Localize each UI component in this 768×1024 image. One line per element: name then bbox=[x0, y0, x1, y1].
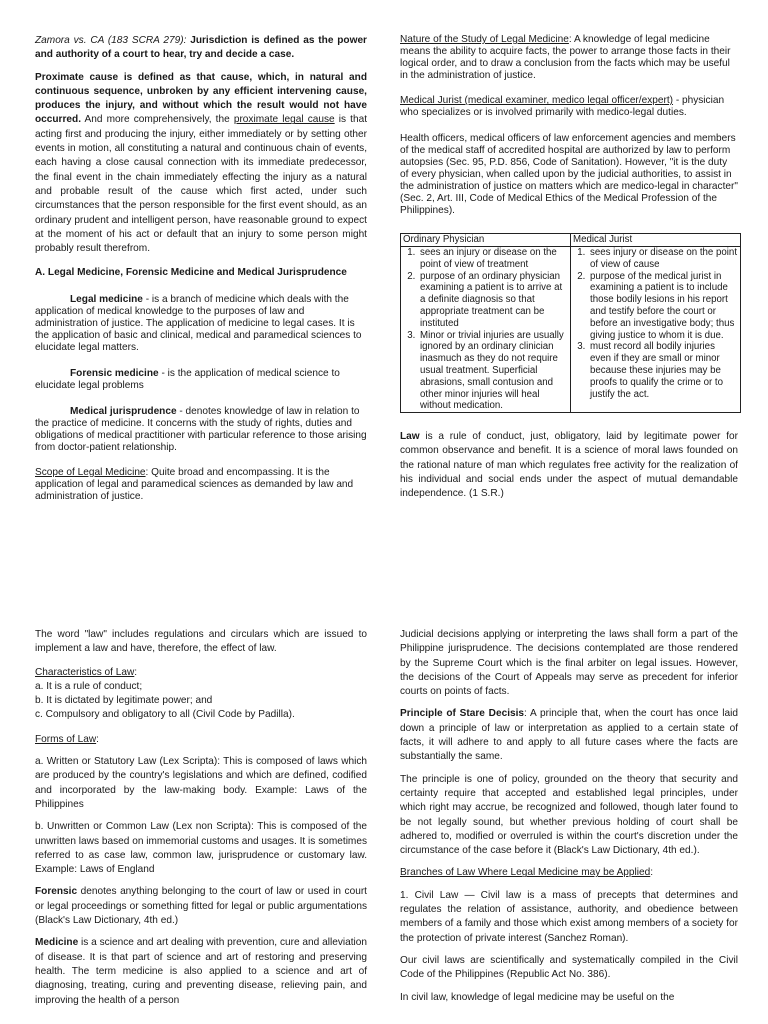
nature-paragraph bbox=[400, 34, 738, 82]
stare-decisis-paragraph bbox=[400, 707, 738, 764]
case-citation: Zamora vs. CA (183 SCRA 279): bbox=[35, 35, 187, 46]
lower-page bbox=[0, 622, 768, 1024]
header-ordinary-physician: Ordinary Physician bbox=[401, 234, 571, 247]
civil-knowledge-paragraph: In civil law, knowledge of legal medicine may be useful on the bbox=[400, 991, 675, 1003]
lower-left-column bbox=[35, 628, 367, 1008]
scope-definition: : Quite broad and encompassing. It is the application of legal and paramedical sciences as demanded by law and administration of justice. bbox=[35, 466, 354, 502]
nature-term: Nature of the Study of Legal Medicine bbox=[400, 34, 569, 45]
branches-heading bbox=[400, 866, 738, 880]
characteristics-heading-text: Characteristics of Law bbox=[35, 666, 135, 678]
stare-decisis-term: Principle of Stare Decisis bbox=[400, 708, 525, 720]
forensic-definition: denotes anything belonging to the court of law or used in court or legal proceedings or something fitted for legal or public argumentations (Black's Law Dictionary, 4th ed.) bbox=[35, 886, 367, 927]
lower-right-column bbox=[400, 628, 738, 1005]
characteristic-c: c. Compulsory and obligatory to all (Civil Code by Padilla). bbox=[35, 709, 295, 721]
proximate-cause-definition: Proximate cause is defined as that cause, which, in natural and continuous sequence, unbroken by any efficient intervening cause, produces the injury, and without which the result would not have occurred. bbox=[35, 71, 367, 126]
civil-law-paragraph: 1. Civil Law — Civil law is a mass of precepts that determines and regulates the relation of assistance, authority, and obedience between members of a family and those which exist among members of a society for the protection of private interest (Sanchez Roman). bbox=[400, 889, 738, 944]
medical-jurist-term: Medical Jurist (medical examiner, medico legal officer/expert) bbox=[400, 95, 674, 107]
scope-paragraph bbox=[35, 467, 367, 503]
forensic-term: Forensic bbox=[35, 886, 78, 898]
list-item: 3. Minor or trivial injuries are usually ignored by an ordinary clinician inasmuch as they do not require usual treatment. Superficial abrasions, small contusion and other minor injuries will heal without medication. bbox=[418, 330, 568, 413]
nature-definition: : A knowledge of legal medicine means the ability to acquire facts, the power to arrange those facts in their logical order, and to draw a conclusion from the facts which may be useful in the administration of justice. bbox=[400, 34, 731, 82]
proximate-legal-cause-term: proximate legal cause bbox=[233, 114, 335, 126]
judicial-decisions-paragraph: Judicial decisions applying or interpreting the laws shall form a part of the Philippine jurisprudence. The decisions contemplated are those rendered by the Supreme Court which is the final arbiter on legal issues. However, the decisions of the Court of Appeals may serve as precedent for inferior courts on points of facts. bbox=[400, 629, 738, 698]
civil-code-paragraph: Our civil laws are scientifically and systematically compiled in the Civil Code of the Philippines (Republic Act No. 386). bbox=[400, 954, 738, 981]
branches-colon: : bbox=[650, 867, 654, 879]
table-row bbox=[401, 247, 741, 413]
law-definition: is a rule of conduct, just, obligatory, laid by legitimate power for common observance and benefit. It is a science of moral laws founded on the rational nature of man which regulates free activity for the realization of his individual and social ends under the aspect of mutual demandable independence. (1 S.R.) bbox=[400, 431, 738, 500]
jurisdiction-definition: Jurisdiction is defined as the power and authority of a court to hear, try and decide a case. bbox=[35, 35, 367, 61]
medical-jurisprudence-term: Medical jurisprudence bbox=[70, 406, 177, 418]
forms-heading-text: Forms of Law bbox=[35, 733, 97, 745]
ordinary-physician-cell bbox=[401, 247, 571, 413]
characteristics-heading bbox=[35, 666, 367, 680]
list-item: 1. sees injury or disease on the point of view of cause bbox=[588, 247, 738, 271]
scope-term: Scope of Legal Medicine bbox=[35, 466, 146, 478]
legal-medicine-term: Legal medicine bbox=[70, 293, 143, 305]
written-law-paragraph: a. Written or Statutory Law (Lex Scripta): This is composed of laws which are produced by the country's legislations and which are defined, codified and incorporated by the law-making body. Example: Laws of the Philippines bbox=[35, 756, 367, 810]
law-paragraph bbox=[400, 430, 738, 501]
characteristic-b: b. It is dictated by legitimate power; and bbox=[35, 695, 213, 707]
forensic-medicine-paragraph bbox=[35, 368, 367, 392]
legal-medicine-paragraph bbox=[35, 294, 367, 354]
characteristic-a: a. It is a rule of conduct; bbox=[35, 680, 143, 692]
jurisdiction-paragraph bbox=[35, 34, 367, 63]
forensic-medicine-term: Forensic medicine bbox=[70, 368, 159, 380]
forensic-medicine-definition: - is the application of medical science to elucidate legal problems bbox=[35, 368, 340, 392]
medicine-definition: is a science and art dealing with prevention, cure and alleviation of disease. It is that part of science and art of restoring and preserving health. The term medicine is also applied to a science and art of diagnosing, treating, curing and preventing disease, relieving pain, and improving the health of a person bbox=[35, 937, 367, 1006]
medical-jurist-cell bbox=[571, 247, 741, 413]
characteristics-colon: : bbox=[134, 666, 138, 678]
comparison-table bbox=[400, 233, 741, 413]
legal-medicine-definition: - is a branch of medicine which deals with the application of medical knowledge to the purposes of law and administration of justice. The application of medicine to legal cases. It is the application of basic and clinical, medical and paramedical sciences to elucidate legal matters. bbox=[35, 293, 362, 353]
medicine-term: Medicine bbox=[35, 937, 79, 949]
upper-right-column bbox=[400, 34, 738, 502]
proximate-cause-paragraph bbox=[35, 71, 367, 257]
list-item: 1. sees an injury or disease on the point of view of treatment bbox=[418, 247, 568, 271]
law-term: Law bbox=[400, 431, 420, 443]
medical-jurisprudence-definition: - denotes knowledge of law in relation to the practice of medicine. It concerns with the study of rights, duties and obligations of medical practitioner with particular reference to those arising from doctor-patient relationship. bbox=[35, 406, 367, 454]
health-officers-paragraph: Health officers, medical officers of law enforcement agencies and members of the medical staff of accredited hospital are authorized by law to perform autopsies (Sec. 95, P.D. 856, Code of Sanitation). However, "it is the duty of every physician, when called upon by the judicial authorities, to assist in the administration of justice on matters which are medico-legal in character" (Sec. 2, Art. III, Code of Medical Ethics of the Medical Profession of the Philippines). bbox=[400, 132, 738, 217]
list-item: 3. must record all bodily injuries even if they are small or minor because these injuries may be proofs to qualify the crime or to justify the act. bbox=[588, 341, 738, 400]
stare-decisis-definition: : A principle that, when the court has once laid down a principle of law or interpretation as applied to a certain state of facts, it will adhere to and apply to all future cases where the facts are substantially the same. bbox=[400, 708, 738, 763]
list-item: 2. purpose of an ordinary physician examining a patient is to arrive at a definite diagnosis so that appropriate treatment can be instituted bbox=[418, 271, 568, 330]
section-heading: A. Legal Medicine, Forensic Medicine and Medical Jurisprudence bbox=[35, 267, 347, 279]
law-word-paragraph: The word "law" includes regulations and circulars which are issued to implement a law and have, therefore, the effect of law. bbox=[35, 629, 367, 655]
forms-heading bbox=[35, 733, 367, 747]
medicine-paragraph bbox=[35, 936, 367, 1007]
proximate-legal-cause-text: is that acting first and producing the injury, either immediately or by setting other events in motion, all constituting a natural and continuous chain of events, each having a close causal connection with its immediate predecessor, the final event in the chain immediately effecting the injury as a natural and probable result of the cause which first acted, under such circumstances that the person responsible for the first event should, as an ordinary prudent and intelligent person, have reasonable ground to expect at the moment of his act or default that an injury to some person might probably result therefrom. bbox=[35, 114, 368, 255]
list-item: 2. purpose of the medical jurist in examining a patient is to include those bodily lesions in his report and testify before the court or before an investigative body; thus giving justice to whom it is due. bbox=[588, 271, 738, 342]
table-header-row bbox=[401, 234, 741, 247]
branches-heading-text: Branches of Law Where Legal Medicine may be Applied bbox=[400, 867, 651, 879]
forensic-paragraph bbox=[35, 885, 367, 928]
policy-paragraph: The principle is one of policy, grounded on the theory that security and certainty require that accepted and established legal principles, under which right may accrue, be recognized and followed, though later found to be not legally sound, but whether previous holding of court shall be adhered to, modified or overruled is within the court's discretion under the circumstance of the case before it (Black's Law Dictionary, 4th ed.). bbox=[400, 773, 738, 857]
medical-jurist-paragraph bbox=[400, 95, 738, 119]
medical-jurisprudence-paragraph bbox=[35, 406, 367, 454]
forms-colon: : bbox=[96, 733, 99, 745]
header-medical-jurist: Medical Jurist bbox=[571, 234, 741, 247]
unwritten-law-paragraph: b. Unwritten or Common Law (Lex non Scripta): This is composed of the unwritten laws based on immemorial customs and usages. It is sometimes referred to as case law, common law, jurisprudence or customary law. Example: Laws of England bbox=[35, 821, 367, 876]
upper-left-column bbox=[35, 34, 367, 503]
medical-jurist-definition: - physician who specializes or is involved primarily with medico-legal duties. bbox=[400, 95, 725, 119]
proximate-cause-text: And more comprehensively, the bbox=[81, 114, 234, 126]
